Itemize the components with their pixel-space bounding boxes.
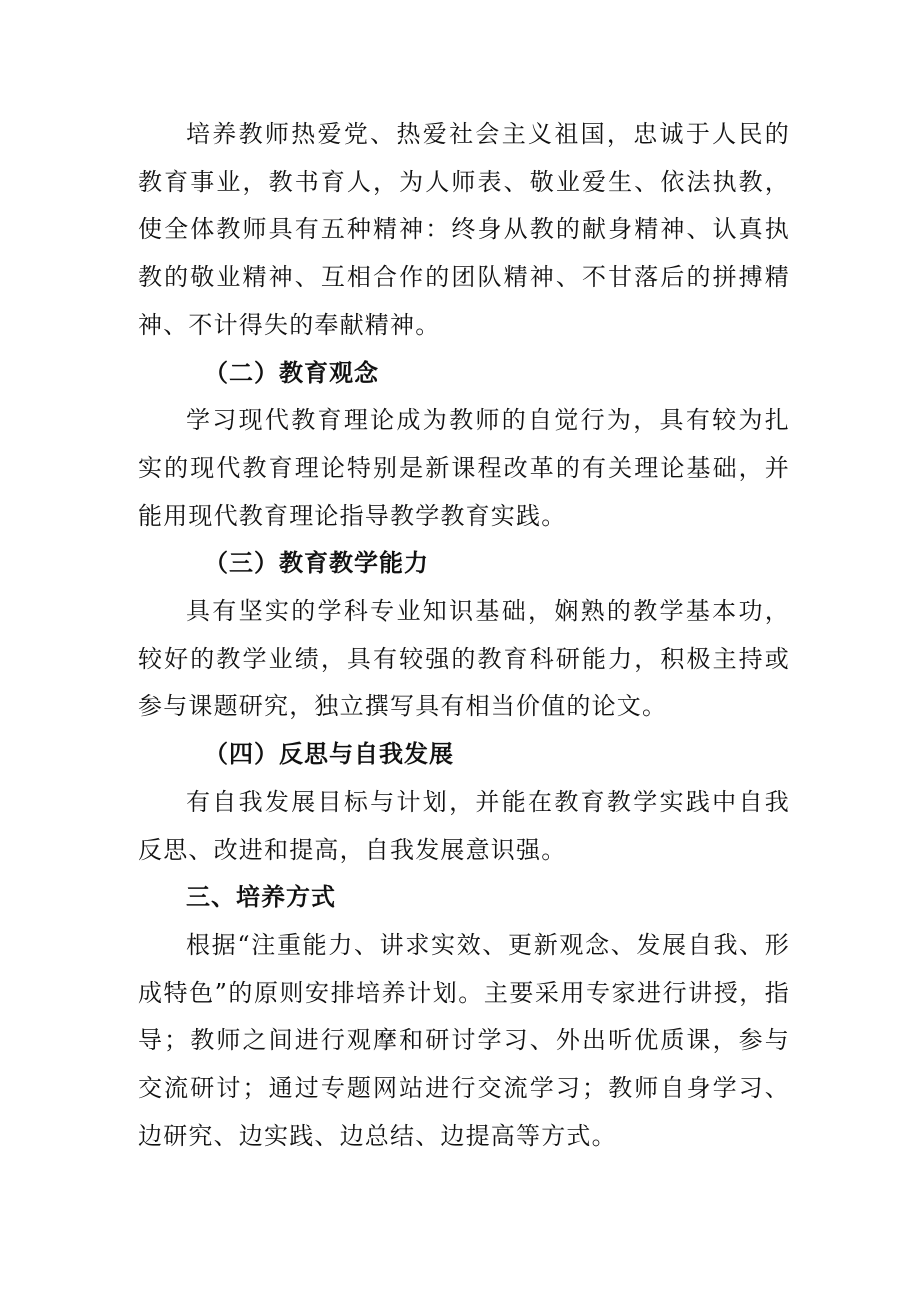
paragraph-education-concept: 学习现代教育理论成为教师的自觉行为，具有较为扎实的现代教育理论特别是新课程改革的有关理论基础，并能用现代教育理论指导教学教育实践。 (138, 406, 790, 530)
paragraph-teacher-ethics: 培养教师热爱党、热爱社会主义祖国，忠诚于人民的教育事业，教书育人，为人师表、敬业爱生、依法执教，使全体教师具有五种精神：终身从教的献身精神、认真执教的敬业精神、互相合作的团队精神、不甘落后的拼搏精神、不计得失的奉献精神。 (138, 120, 790, 339)
document-body (138, 111, 790, 1160)
heading-education-concept: （二）教育观念 (204, 358, 379, 387)
paragraph-training-methods: 根据“注重能力、讲求实效、更新观念、发展自我、形成特色”的原则安排培养计划。主要采用专家进行讲授，指导；教师之间进行观摩和研讨学习、外出听优质课，参与交流研讨；通过专题网站进行交流学习；教师自身学习、边研究、边实践、边总结、边提高等方式。 (138, 930, 790, 1150)
heading-teaching-ability: （三）教育教学能力 (204, 549, 429, 578)
heading-training-methods: 三、培养方式 (186, 883, 336, 912)
heading-self-development: （四）反思与自我发展 (204, 740, 454, 769)
paragraph-teaching-ability: 具有坚实的学科专业知识基础，娴熟的教学基本功，较好的教学业绩，具有较强的教育科研能力，积极主持或参与课题研究，独立撰写具有相当价值的论文。 (138, 597, 790, 721)
paragraph-self-development: 有自我发展目标与计划，并能在教育教学实践中自我反思、改进和提高，自我发展意识强。 (138, 787, 790, 864)
